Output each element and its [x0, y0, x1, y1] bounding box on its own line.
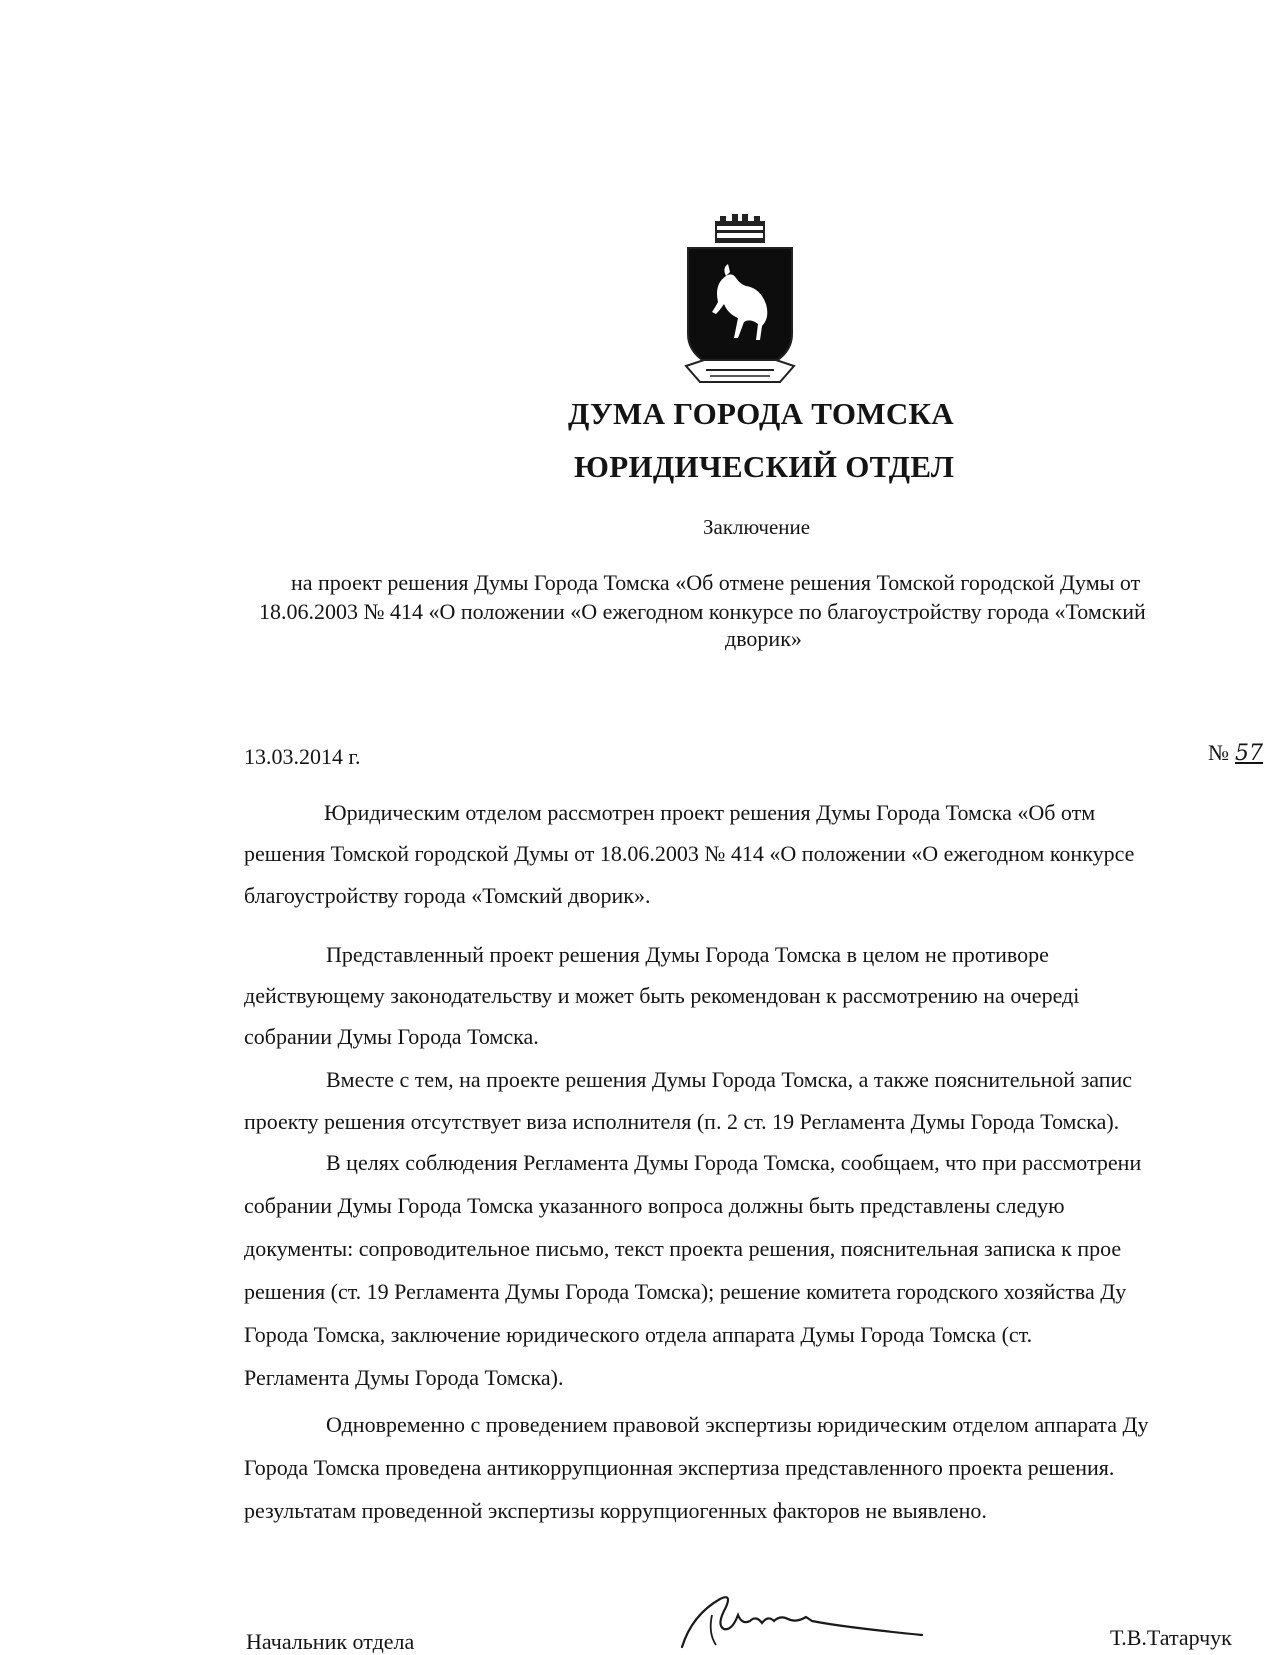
body-line: собрании Думы Города Томска указанного вопроса должны быть представлены следую — [244, 1193, 1065, 1218]
signer-role: Начальник отдела — [246, 1629, 415, 1654]
body-line: Регламента Думы Города Томска). — [244, 1365, 564, 1390]
body-line: Одновременно с проведением правовой экспертизы юридическим отделом аппарата Ду — [326, 1412, 1149, 1437]
body-line: результатам проведенной экспертизы коррупциогенных факторов не выявлено. — [244, 1498, 987, 1523]
document-date: 13.03.2014 г. — [244, 744, 361, 769]
document-number-prefix: № — [1208, 740, 1229, 765]
subject-line: на проект решения Думы Города Томска «Об отмене решения Томской городской Думы от — [291, 570, 1141, 595]
department-title: ЮРИДИЧЕСКИЙ ОТДЕЛ — [574, 449, 955, 484]
signer-name: Т.В.Татарчук — [1110, 1625, 1232, 1650]
organization-title: ДУМА ГОРОДА ТОМСКА — [568, 396, 954, 431]
handwritten-signature-icon — [672, 1585, 932, 1650]
body-line: документы: сопроводительное письмо, текст проекта решения, пояснительная записка к прое — [244, 1236, 1122, 1261]
tomsk-coat-of-arms-icon — [680, 214, 800, 394]
body-line: Города Томска, заключение юридического отдела аппарата Думы Города Томска (ст. — [244, 1322, 1033, 1347]
document-type: Заключение — [703, 515, 811, 539]
body-line: В целях соблюдения Регламента Думы Города Томска, сообщаем, что при рассмотрени — [326, 1150, 1142, 1175]
body-line: проекту решения отсутствует виза исполнителя (п. 2 ст. 19 Регламента Думы Города Томска). — [244, 1109, 1120, 1134]
body-line: Представленный проект решения Думы Города Томска в целом не противоре — [326, 942, 1049, 967]
body-line: Вместе с тем, на проекте решения Думы Города Томска, а также пояснительной запис — [326, 1067, 1133, 1092]
body-line: благоустройству города «Томский дворик». — [244, 883, 651, 908]
subject-line: 18.06.2003 № 414 «О положении «О ежегодном конкурсе по благоустройству города «Томский — [259, 599, 1146, 624]
subject-line: дворик» — [725, 626, 802, 651]
document-number — [1208, 740, 1263, 766]
body-line: Города Томска проведена антикоррупционная экспертиза представленного проекта решения. — [244, 1455, 1115, 1480]
body-line: собрании Думы Города Томска. — [244, 1024, 539, 1049]
body-line: решения Томской городской Думы от 18.06.2003 № 414 «О положении «О ежегодном конкурсе — [244, 841, 1135, 866]
body-line: решения (ст. 19 Регламента Думы Города Томска); решение комитета городского хозяйства Ду — [244, 1279, 1127, 1304]
body-line: Юридическим отделом рассмотрен проект решения Думы Города Томска «Об отм — [324, 800, 1096, 825]
document-number-value: 57 — [1235, 741, 1263, 766]
body-line: действующему законодательству и может быть рекомендован к рассмотрению на очереді — [244, 983, 1080, 1008]
